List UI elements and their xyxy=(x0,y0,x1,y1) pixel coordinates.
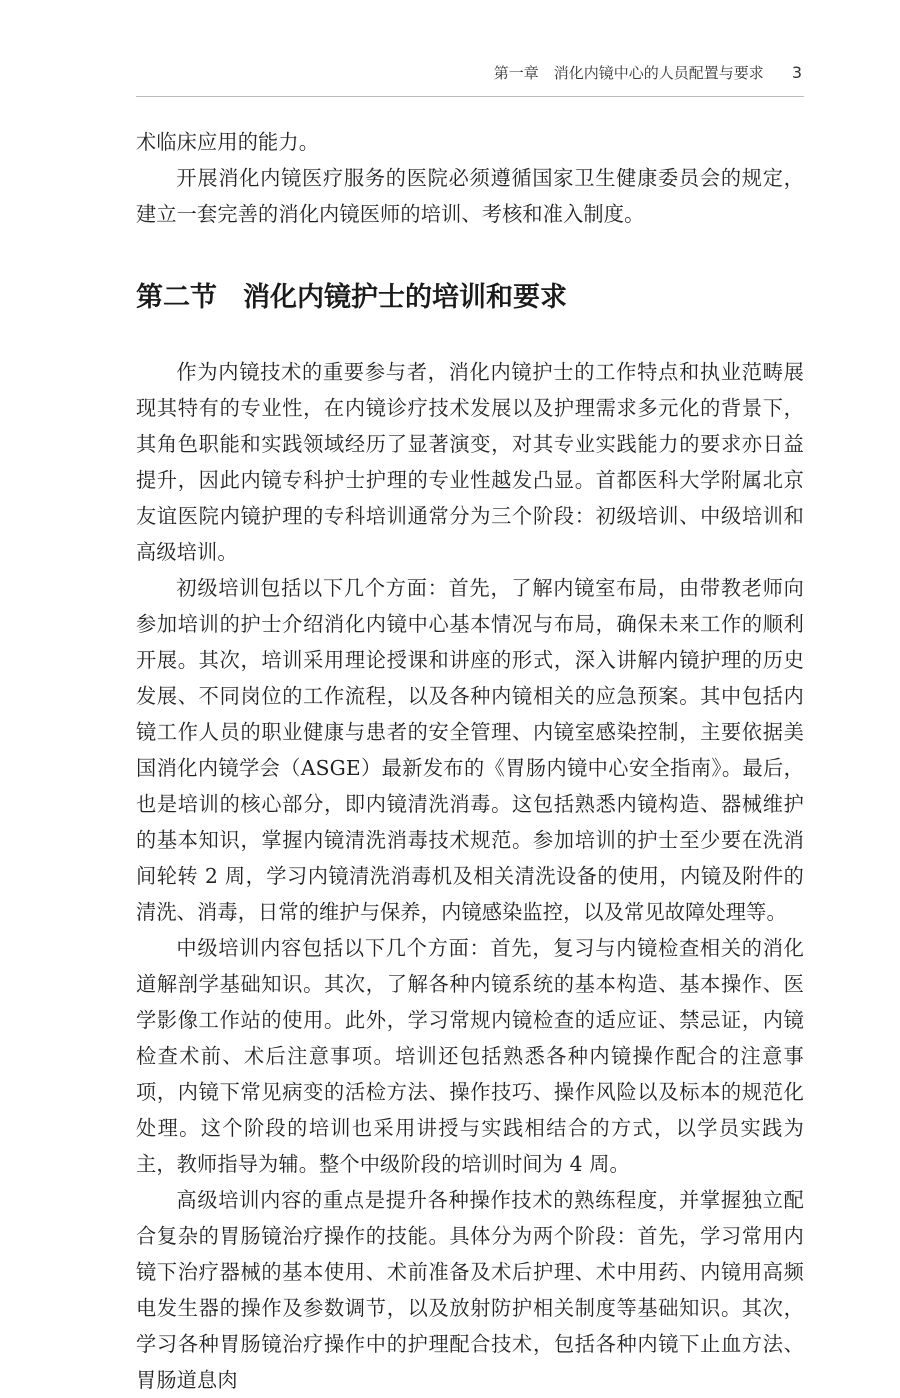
page-number: 3 xyxy=(791,63,802,82)
chapter-title: 第一章 消化内镜中心的人员配置与要求 xyxy=(493,64,764,82)
paragraph-physician-training: 开展消化内镜医疗服务的医院必须遵循国家卫生健康委员会的规定，建立一套完善的消化内镜医师的培训、考核和准入制度。 xyxy=(136,166,804,226)
section-number: 第二节 xyxy=(136,282,217,313)
running-header xyxy=(136,62,802,83)
paragraph-intermediate-training: 中级培训内容包括以下几个方面：首先，复习与内镜检查相关的消化道解剖学基础知识。其次，了解各种内镜系统的基本构造、基本操作、医学影像工作站的使用。此外，学习常规内镜检查的适应证、禁忌证，内镜检查术前、术后注意事项。培训还包括熟悉各种内镜操作配合的注意事项，内镜下常见病变的活检方法、操作技巧、操作风险以及标本的规范化处理。这个阶段的培训也采用讲授与实践相结合的方式，以学员实践为主，教师指导为辅。整个中级阶段的培训时间为 4 周。 xyxy=(136,936,804,1176)
section-title: 消化内镜护士的培训和要求 xyxy=(243,282,567,313)
paragraph-intro: 作为内镜技术的重要参与者，消化内镜护士的工作特点和执业范畴展现其特有的专业性，在内镜诊疗技术发展以及护理需求多元化的背景下，其角色职能和实践领域经历了显著演变，对其专业实践能力的要求亦日益提升，因此内镜专科护士护理的专业性越发凸显。首都医科大学附属北京友谊医院内镜护理的专科培训通常分为三个阶段：初级培训、中级培训和高级培训。 xyxy=(136,360,804,564)
paragraph-continuation: 术临床应用的能力。 xyxy=(136,130,320,154)
paragraph-advanced-training: 高级培训内容的重点是提升各种操作技术的熟练程度，并掌握独立配合复杂的胃肠镜治疗操作的技能。具体分为两个阶段：首先，学习常用内镜下治疗器械的基本使用、术前准备及术后护理、术中用药、内镜用高频电发生器的操作及参数调节，以及放射防护相关制度等基础知识。其次，学习各种胃肠镜治疗操作中的护理配合技术，包括各种内镜下止血方法、胃肠道息肉 xyxy=(136,1188,804,1392)
section-heading xyxy=(136,280,804,316)
header-rule xyxy=(136,96,804,97)
page-body xyxy=(136,124,804,1398)
paragraph-basic-training: 初级培训包括以下几个方面：首先，了解内镜室布局，由带教老师向参加培训的护士介绍消化内镜中心基本情况与布局，确保未来工作的顺利开展。其次，培训采用理论授课和讲座的形式，深入讲解内镜护理的历史发展、不同岗位的工作流程，以及各种内镜相关的应急预案。其中包括内镜工作人员的职业健康与患者的安全管理、内镜室感染控制，主要依据美国消化内镜学会（ASGE）最新发布的《胃肠内镜中心安全指南》。最后，也是培训的核心部分，即内镜清洗消毒。这包括熟悉内镜构造、器械维护的基本知识，掌握内镜清洗消毒技术规范。参加培训的护士至少要在洗消间轮转 2 周，学习内镜清洗消毒机及相关清洗设备的使用，内镜及附件的清洗、消毒，日常的维护与保养，内镜感染监控，以及常见故障处理等。 xyxy=(136,576,804,924)
